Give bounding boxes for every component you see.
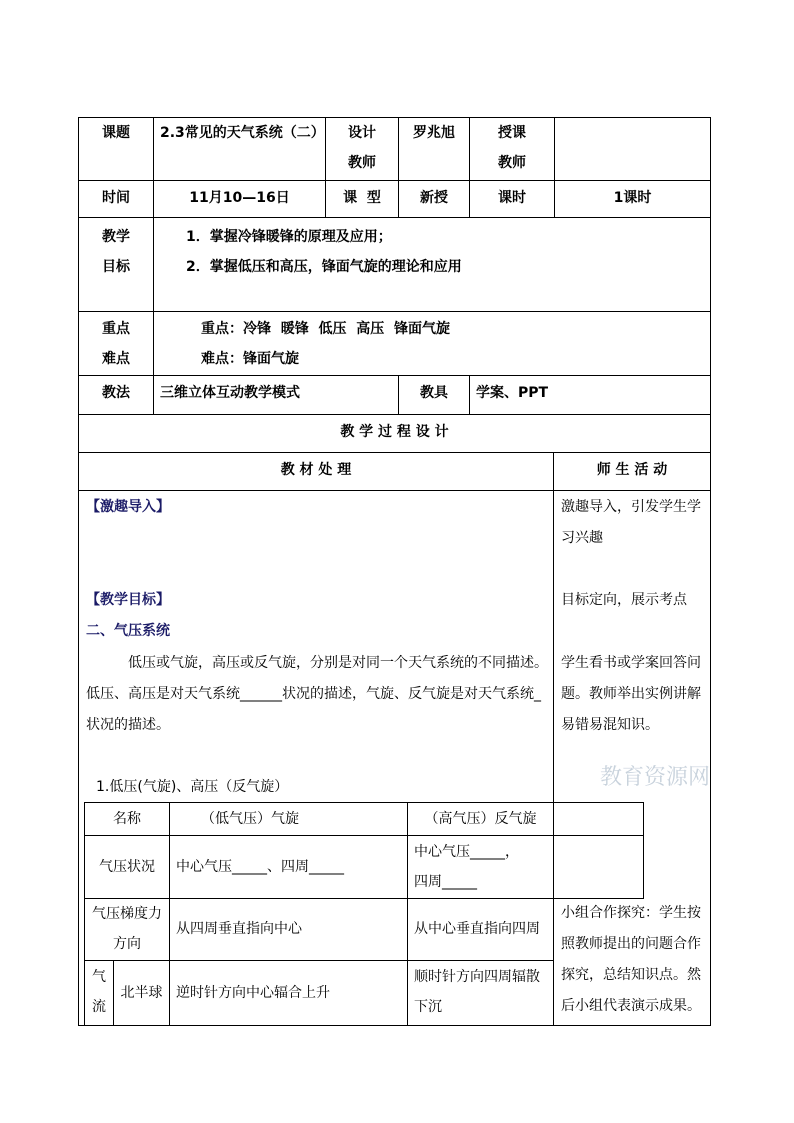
inner-row1-high-line: 中心气压_____， (414, 844, 519, 860)
inner-row3-high-line: 下沉 (414, 999, 442, 1015)
inner-table-line (84, 835, 643, 836)
inner-row2-label-line: 方向 (113, 936, 141, 952)
activity-line: 题。教师举出实例讲解 (561, 686, 701, 702)
inner-row3-high-line: 顺时针方向四周辐散 (414, 969, 540, 985)
activity-line: 激趣导入，引发学生学 (561, 499, 701, 515)
designer-label-line: 设计 (348, 125, 376, 141)
topic-label: 课题 (102, 125, 130, 141)
designer-value: 罗兆旭 (413, 125, 455, 141)
goals-label-line: 教学 (102, 229, 130, 245)
activity-line: 学生看书或学案回答问 (561, 655, 701, 671)
designer-label-line: 教师 (348, 155, 376, 171)
design-title: 教 学 过 程 设 计 (340, 424, 449, 440)
row-divider (78, 375, 711, 376)
keypoints-label-line: 重点 (102, 321, 130, 337)
activity-line: 后小组代表演示成果。 (561, 998, 701, 1014)
activity-group (561, 898, 709, 1022)
inner-row3-low: 逆时针方向中心辐合上升 (176, 985, 330, 1001)
goal-tag: 【教学目标】 (86, 592, 170, 608)
column-header-materials: 教 材 处 理 (280, 462, 352, 478)
inner-row3-label (85, 962, 113, 1022)
inner-row2-label-line: 气压梯度力 (92, 906, 162, 922)
activity-line: 探究，总结知识点。然 (561, 967, 701, 983)
activity-line: 小组合作探究：学生按 (561, 905, 701, 921)
inner-row1-low: 中心气压_____、四周_____ (176, 859, 344, 875)
row-divider (78, 311, 711, 312)
inner-row1-label: 气压状况 (99, 859, 155, 875)
inner-table-line (643, 802, 644, 899)
goals-label-line: 目标 (102, 259, 130, 275)
inner-row3-sub: 北半球 (120, 985, 163, 1001)
activity-goal: 目标定向，展示考点 (561, 592, 687, 608)
row-divider (78, 490, 711, 491)
topic-value: 2.3常见的天气系统（二） (160, 125, 325, 141)
goal-item: 2．掌握低压和高压，锋面气旋的理论和应用 (186, 259, 462, 275)
paragraph-line: 低压、高压是对天气系统______状况的描述，气旋、反气旋是对天气系统_ (86, 686, 541, 702)
inner-row2-low: 从四周垂直指向中心 (176, 921, 302, 937)
sub-title: 1.低压(气旋)、高压（反气旋） (96, 779, 289, 795)
type-label: 课 型 (343, 190, 381, 206)
row-divider (78, 217, 711, 218)
key-point: 重点：冷锋 暖锋 低压 高压 锋面气旋 (201, 321, 450, 337)
paragraph-line: 低压或气旋，高压或反气旋，分别是对同一个天气系统的不同描述。 (128, 655, 548, 671)
teacher-label-line: 教师 (498, 155, 526, 171)
designer-label (326, 118, 398, 178)
column-header-activities: 师 生 活 动 (596, 462, 668, 478)
inner-row1-high (414, 837, 554, 897)
inner-table-line (84, 802, 643, 803)
teacher-label (470, 118, 554, 178)
table-bottom-border (78, 1025, 711, 1026)
activity-line: 照教师提出的问题合作 (561, 936, 701, 952)
inner-row3-label-line: 流 (92, 999, 106, 1015)
row-divider (78, 180, 711, 181)
keypoints-text (201, 314, 701, 374)
hours-value: 1课时 (613, 190, 652, 206)
tools-value: 学案、PPT (476, 385, 549, 401)
watermark: 教育资源网 (600, 765, 711, 790)
inner-header-name: 名称 (113, 811, 141, 827)
intro-tag: 【激趣导入】 (86, 499, 170, 515)
row-divider (78, 414, 711, 415)
inner-row2-high: 从中心垂直指向四周 (414, 921, 540, 937)
goals-list (186, 222, 706, 282)
time-label: 时间 (102, 190, 130, 206)
inner-table-line (84, 960, 553, 961)
keypoints-label-line: 难点 (102, 351, 130, 367)
col-divider (153, 217, 154, 414)
inner-table-line (169, 802, 170, 1025)
inner-header-low: （低气压）气旋 (201, 811, 299, 827)
activity-intro (561, 492, 709, 554)
inner-row2-label (85, 899, 169, 959)
table-right-border (710, 117, 711, 1026)
goal-item: 1．掌握冷锋暖锋的原理及应用； (186, 229, 392, 245)
paragraph-line: 状况的描述。 (86, 717, 170, 733)
inner-table-line (407, 802, 408, 1025)
method-value: 三维立体互动教学模式 (160, 385, 300, 401)
inner-row3-high (414, 962, 554, 1022)
time-value: 11月10—16日 (189, 190, 290, 206)
col-divider (469, 375, 470, 414)
activity-line: 易错易混知识。 (561, 717, 659, 733)
inner-row1-high-line: 四周_____ (414, 874, 477, 890)
section-title: 二、气压系统 (86, 623, 170, 639)
activity-qa (561, 648, 709, 741)
activity-line: 习兴趣 (561, 530, 603, 546)
method-label: 教法 (102, 385, 130, 401)
teacher-label-line: 授课 (498, 125, 526, 141)
tools-label: 教具 (420, 385, 448, 401)
inner-row3-label-line: 气 (92, 969, 106, 985)
difficult-point: 难点：锋面气旋 (201, 351, 299, 367)
hours-label: 课时 (498, 190, 526, 206)
paragraph (86, 648, 552, 741)
type-value: 新授 (420, 190, 448, 206)
goals-label (79, 222, 153, 282)
inner-header-high: （高气压）反气旋 (424, 811, 537, 827)
row-divider (78, 452, 711, 453)
keypoints-label (79, 314, 153, 374)
